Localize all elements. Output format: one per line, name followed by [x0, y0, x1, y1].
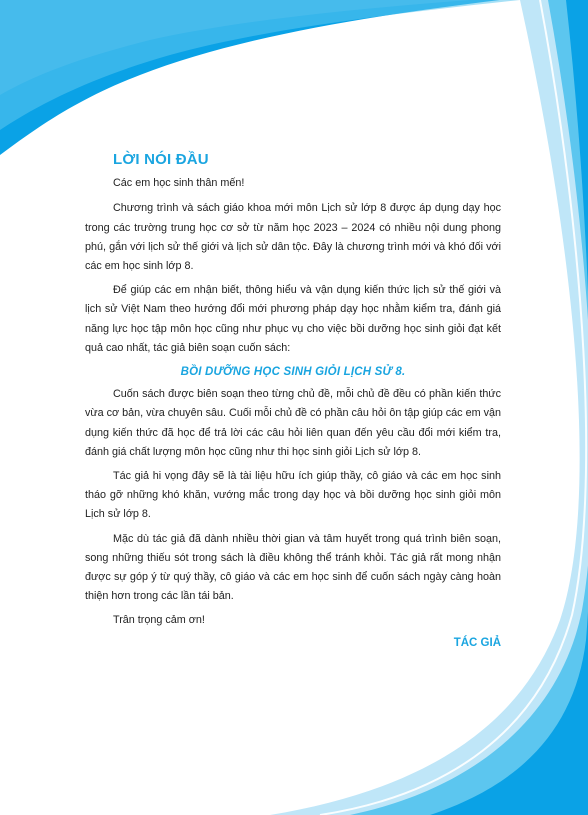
greeting: Các em học sinh thân mến!: [113, 177, 245, 190]
author-signature: TÁC GIẢ: [453, 636, 501, 649]
paragraph-purpose: Để giúp các em nhận biết, thông hiểu và vận dụng kiến thức lịch sử thế giới và lịch sử Việt Nam theo hướng đổi mới phương pháp dạy học nhằm kiểm tra, đánh giá năng lực học tập môn học cũng như phục vụ cho việc bồi dưỡng học sinh giỏi đạt kết quả cao nhất, tác giả biên soạn cuốn sách:: [85, 284, 501, 354]
paragraph-structure: Cuốn sách được biên soạn theo từng chủ đề, mỗi chủ đề đều có phần kiến thức vừa cơ bản, vừa chuyên sâu. Cuối mỗi chủ đề có phần câu hỏi ôn tập giúp các em vận dụng kiến thức đã học để trả lời các câu hỏi liên quan đến yêu cầu đổi mới kiểm tra, đánh giá chất lượng môn học cũng như thi học sinh giỏi Lịch sử lớp 8.: [85, 388, 501, 458]
paragraph-hope: Tác giả hi vọng đây sẽ là tài liệu hữu ích giúp thầy, cô giáo và các em học sinh tháo gỡ những khó khăn, vướng mắc trong dạy học và bồi dưỡng học sinh giỏi môn Lịch sử lớp 8.: [85, 470, 501, 521]
preface-content: [85, 150, 501, 653]
page-title: LỜI NÓI ĐẦU: [113, 151, 209, 168]
book-title: BỒI DƯỠNG HỌC SINH GIỎI LỊCH SỬ 8.: [180, 366, 406, 379]
closing-thanks: Trân trọng cảm ơn!: [113, 614, 205, 627]
paragraph-feedback: Mặc dù tác giả đã dành nhiều thời gian và tâm huyết trong quá trình biên soạn, song những thiếu sót trong sách là điều không thể tránh khỏi. Tác giả rất mong nhận được sự góp ý từ quý thầy, cô giáo và các em học sinh để cuốn sách ngày càng hoàn thiện hơn trong các lần tái bản.: [85, 532, 501, 603]
paragraph-intro: Chương trình và sách giáo khoa mới môn Lịch sử lớp 8 được áp dụng dạy học trong các trường trung học cơ sở từ năm học 2023 – 2024 có nhiều nội dung phong phú, gắn với lịch sử thế giới và lịch sử dân tộc. Đây là chương trình mới và khó đối với các em học sinh lớp 8.: [85, 202, 501, 273]
